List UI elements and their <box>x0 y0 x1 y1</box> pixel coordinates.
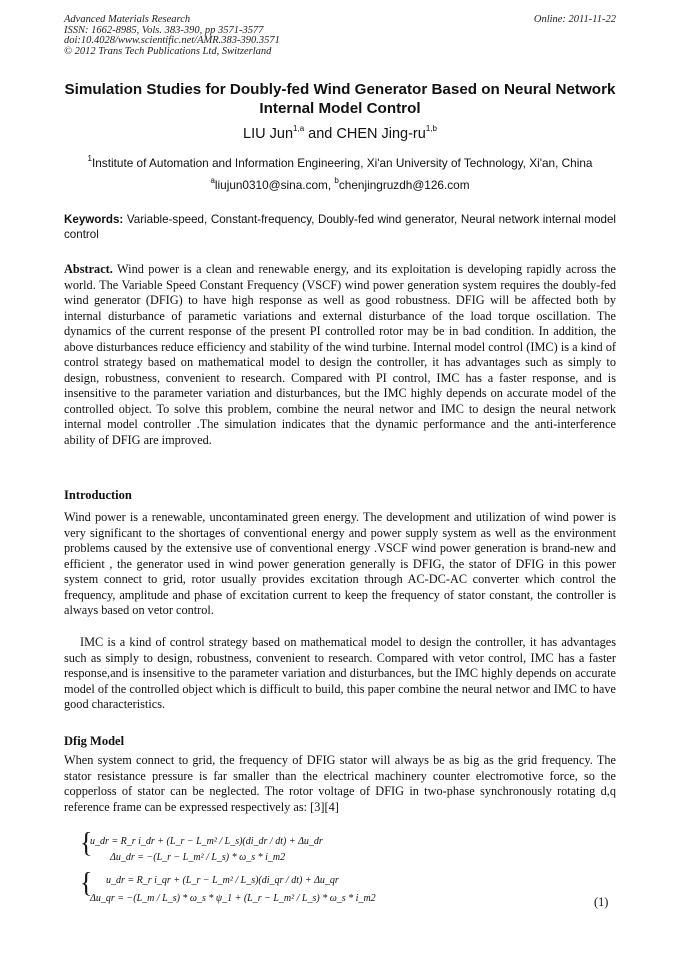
email-line <box>64 178 616 192</box>
equation-brace-2: { <box>80 866 93 899</box>
email-a-sup: a <box>210 176 215 185</box>
introduction-paragraph-2: IMC is a kind of control strategy based on mathematical model to design the controller, it has advantages such as simply to design, robustness, convenient to research. Compared with vetor control, IMC has a faster response,and is insensitive to the parameter variation and disturbances, but the IMC highly depends on accurate model of the controlled object which is difficult to build, this paper combine the neural networ and IMC to have good characteristics. <box>64 635 616 711</box>
introduction-heading: Introduction <box>64 488 132 502</box>
issn-line: ISSN: 1662-8985, Vols. 383-390, pp 3571-3577 <box>64 24 264 36</box>
equation-2: Δu_dr = −(L_r − L_m² / L_s) * ω_s * i_m2 <box>110 852 286 863</box>
abstract-label: Abstract. <box>64 262 113 276</box>
author-and: and <box>304 126 337 142</box>
affiliation-sup: 1 <box>87 154 92 163</box>
email-b[interactable]: chenjingruzdh@126.com <box>338 178 470 192</box>
abstract-text: Wind power is a clean and renewable energy, and its exploitation is developing rapidly across the world. The Variable Speed Constant Frequency (VSCF) wind power generation system requires the doubly-fed wind generator (DFIG) to have high response as well as good robustness. DFIG will be affected both by internal disturbance of parametic variations and external disturbance of the load torque oscillation. The dynamics of the current response of the present PI controlled rotor may be in bad condition. In addition, the above disturbances reduce efficiency and stability of the wind turbine. Internal model control (IMC) is a kind of control strategy based on mathematical model to design the controller, it has advantages such as simply to design, robustness, convenient to research. Compared with PI control, IMC has a faster response, and is insensitive to the parameter variation and disturbances, but the IMC highly depends on accurate model of the controlled object. To solve this problem, combine the neural networ and IMC to design the neural network internal model controller .The simulation indicates that the dynamic performance and the anti-interference ability of DFIG are improved. <box>64 262 616 447</box>
author-2-sup: 1,b <box>425 124 437 133</box>
author-1-sup: 1,a <box>293 124 305 133</box>
journal-name: Advanced Materials Research <box>64 14 191 25</box>
copyright-line: © 2012 Trans Tech Publications Ltd, Switzerland <box>64 45 272 57</box>
affiliation <box>64 156 616 170</box>
author-2: CHEN Jing-ru <box>336 126 426 142</box>
dfig-model-heading: Dfig Model <box>64 734 125 748</box>
email-b-sup: b <box>334 176 339 185</box>
affiliation-text: Institute of Automation and Information Engineering, Xi'an University of Technology, Xi'an, China <box>91 156 593 170</box>
abstract <box>64 262 616 448</box>
author-1: LIU Jun <box>243 126 294 142</box>
equation-brace-1: { <box>80 826 93 859</box>
equation-4: Δu_qr = −(L_m / L_s) * ω_s * ψ_1 + (L_r − L_m² / L_s) * ω_s * i_m2 <box>90 893 376 904</box>
email-a[interactable]: liujun0310@sina.com, <box>214 178 335 192</box>
online-date: Online: 2011-11-22 <box>533 14 616 25</box>
doi-line[interactable]: doi:10.4028/www.scientific.net/AMR.383-390.3571 <box>64 35 280 47</box>
author-line <box>64 126 616 142</box>
equation-3: u_dr = R_r i_qr + (L_r − L_m² / L_s)(di_qr / dt) + Δu_qr <box>106 875 339 886</box>
journal-header <box>64 15 616 57</box>
keywords <box>64 212 620 242</box>
dfig-model-paragraph: When system connect to grid, the frequency of DFIG stator will always be as big as the grid frequency. The stator resistance pressure is far smaller than the electrical machinery counter electromotive force, so the copperloss of stator can be neglected. The rotor voltage of DFIG in two-phase synchronously rotating d,q reference frame can be expressed respectively as: [3][4] <box>64 753 616 814</box>
keywords-label: Keywords: <box>64 213 124 226</box>
equation-1: u_dr = R_r i_dr + (L_r − L_m² / L_s)(di_dr / dt) + Δu_dr <box>90 836 323 847</box>
introduction-paragraph-1: Wind power is a renewable, uncontaminated green energy. The development and utilization of wind power is very significant to the shortages of conventional energy and power supply system as well as the environment problems caused by the extensive use of conventional energy .VSCF wind power generation is brand-new and efficient , the generator used in wind power generation generally is DFIG, the stator of DFIG in this power system connect to grid, rotor usually provides excitation through AC-DC-AC converter which control the frequency, amplitude and phase of excitation current to keep the frequency of stator constant, the controller is always based on vetor control. <box>64 510 616 617</box>
keywords-text: Variable-speed, Constant-frequency, Doubly-fed wind generator, Neural network internal model control <box>64 213 620 241</box>
equation-number: (1) <box>594 895 609 909</box>
paper-title: Simulation Studies for Doubly-fed Wind Generator Based on Neural Network Internal Model Control <box>64 81 616 117</box>
